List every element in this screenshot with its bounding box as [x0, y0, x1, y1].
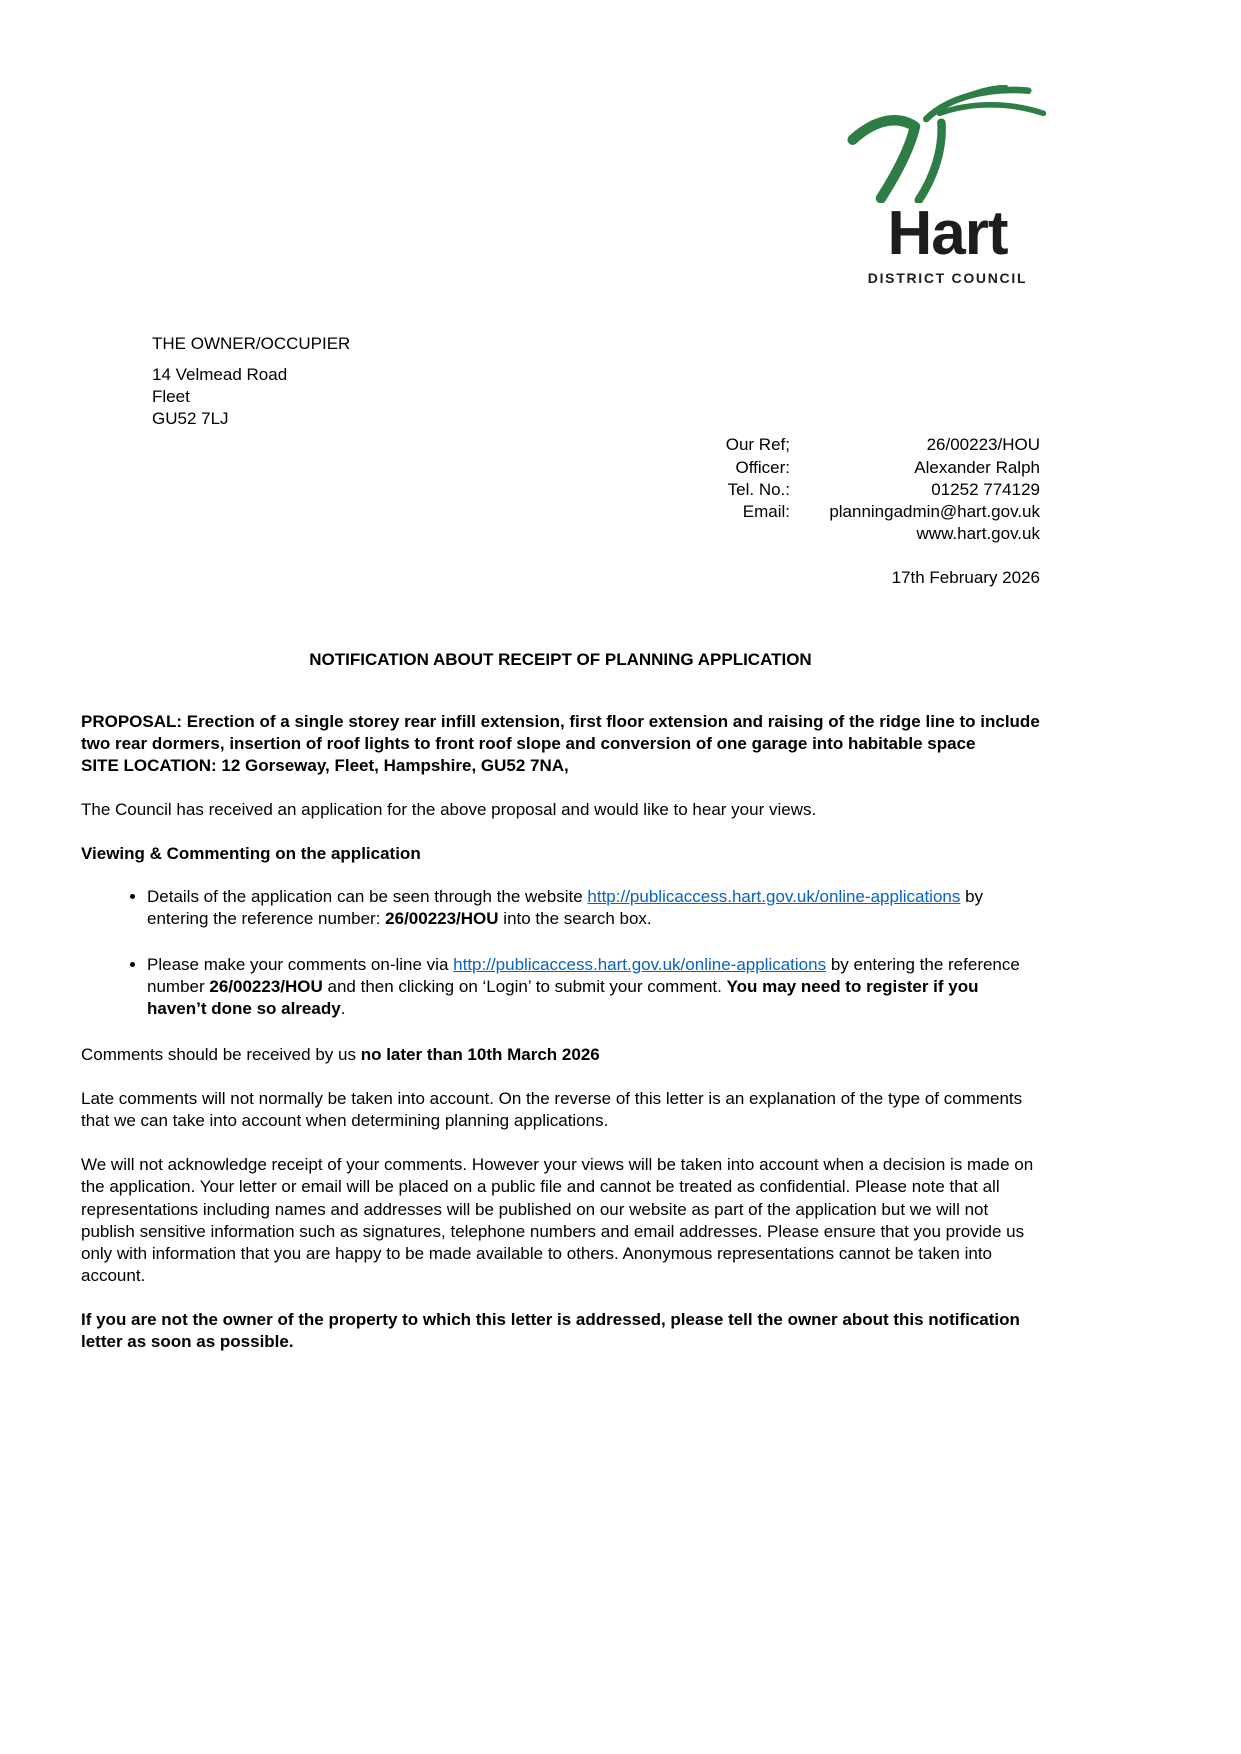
proposal-text: PROPOSAL: Erection of a single storey rear infill extension, first floor extension and raising of the ridge line to include two rear dormers, insertion of roof lights to front roof slope and conversion of one garage into habitable space	[81, 712, 1040, 754]
intro-paragraph: The Council has received an application for the above proposal and would like to hear your views.	[81, 800, 817, 820]
bullet1-text-mid: by entering the reference number:	[147, 886, 984, 928]
council-logo	[830, 85, 1065, 287]
recipient-postcode: GU52 7LJ	[152, 409, 229, 429]
bullet2-register-note: You may need to register if you haven’t done so already	[147, 976, 979, 1018]
logo-subtitle: DISTRICT COUNCIL	[867, 269, 1028, 286]
deadline-paragraph	[81, 1044, 1040, 1066]
tel-value: 01252 774129	[931, 479, 1040, 499]
bullet-list	[81, 886, 1040, 1020]
bullet2-text-mid: by entering the reference number	[147, 954, 1020, 996]
site-location-text: SITE LOCATION: 12 Gorseway, Fleet, Hampshire, GU52 7NA,	[81, 756, 569, 776]
ref-value: 26/00223/HOU	[926, 435, 1040, 455]
bullet2-text-mid2: and then clicking on ‘Login’ to submit your comment.	[322, 976, 727, 996]
bullet1-reference-number: 26/00223/HOU	[385, 908, 499, 928]
public-access-comments-link[interactable]: http://publicaccess.hart.gov.uk/online-applications	[453, 954, 827, 974]
officer-label: Officer:	[735, 457, 790, 477]
proposal-block	[81, 711, 1040, 777]
bullet2-reference-number: 26/00223/HOU	[209, 976, 323, 996]
logo-wordmark: Hart	[887, 199, 1008, 268]
officer-value: Alexander Ralph	[914, 457, 1040, 477]
letter-title: NOTIFICATION ABOUT RECEIPT OF PLANNING APPLICATION	[309, 650, 812, 670]
reference-table	[726, 434, 1040, 522]
bullet2-text-pre: Please make your comments on-line via	[147, 954, 454, 974]
recipient-town: Fleet	[152, 387, 190, 407]
bullet1-text-pre: Details of the application can be seen through the website	[147, 886, 588, 906]
public-access-link[interactable]: http://publicaccess.hart.gov.uk/online-applications	[587, 886, 961, 906]
recipient-address	[81, 333, 1040, 430]
bullet1-text-post: into the search box.	[498, 908, 652, 928]
owner-note-paragraph: If you are not the owner of the property to which this letter is addressed, please tell the owner about this notification letter as soon as possible.	[81, 1309, 1020, 1351]
reference-block	[81, 434, 1040, 544]
deadline-text: Comments should be received by us	[81, 1045, 361, 1065]
tel-label: Tel. No.:	[727, 479, 790, 499]
email-value: planningadmin@hart.gov.uk	[829, 501, 1040, 521]
email-label: Email:	[742, 501, 790, 521]
acknowledge-paragraph: We will not acknowledge receipt of your comments. However your views will be taken into account when a decision is made on the application. Your letter or email will be placed on a public file and cannot be treated as confidential. Please note that all representations including names and addresses will be published on our website as part of the application but we will not publish sensitive information such as signatures, telephone numbers and email addresses. Please ensure that you provide us only with information that you are happy to be made available to others. Anonymous representations cannot be taken into account.	[81, 1155, 1034, 1285]
stag-icon	[838, 85, 1058, 203]
section-heading: Viewing & Commenting on the application	[81, 844, 421, 864]
letter-date: 17th February 2026	[891, 567, 1040, 587]
council-website: www.hart.gov.uk	[916, 523, 1040, 543]
deadline-date: no later than 10th March 2026	[360, 1045, 600, 1065]
bullet-make-comments	[147, 954, 1040, 1020]
bullet2-text-post: .	[340, 998, 346, 1018]
recipient-street: 14 Velmead Road	[152, 365, 288, 385]
late-comments-paragraph: Late comments will not normally be taken into account. On the reverse of this letter is an explanation of the type of comments that we can take into account when determining planning applications.	[81, 1089, 1023, 1131]
ref-label: Our Ref;	[725, 435, 790, 455]
recipient-name: THE OWNER/OCCUPIER	[152, 334, 351, 354]
bullet-view-application	[147, 886, 1040, 930]
